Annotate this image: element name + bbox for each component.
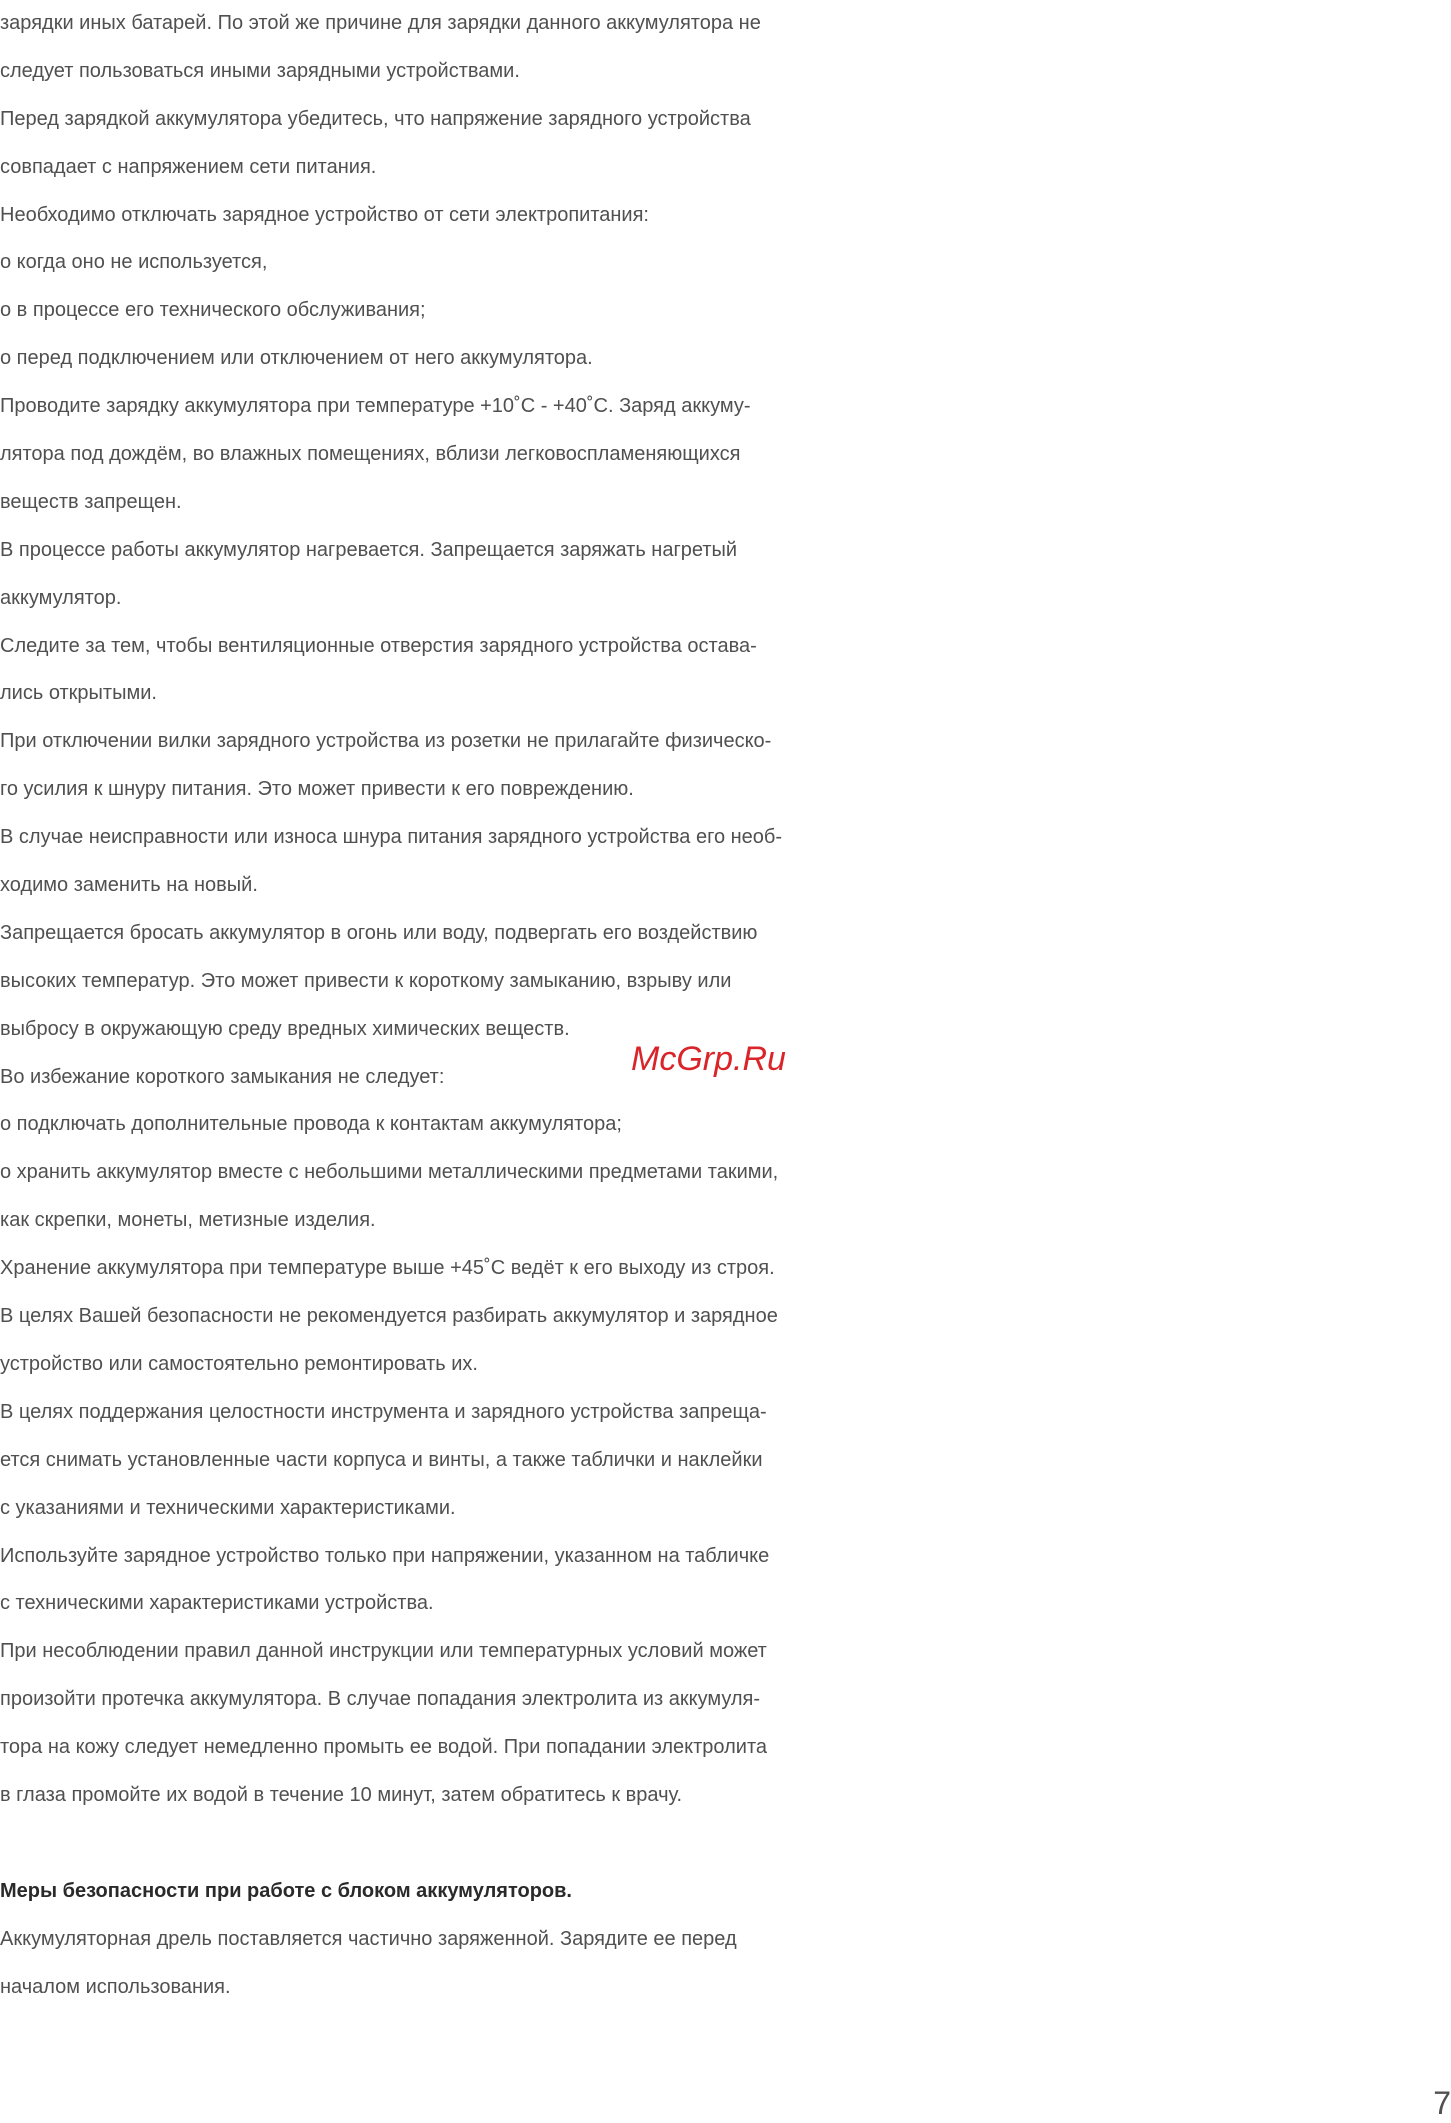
text-line: зарядки иных батарей. По этой же причине для зарядки данного аккумулятора не	[0, 12, 761, 34]
text-line: Хранение аккумулятора при температуре выше +45˚С ведёт к его выходу из строя.	[0, 1257, 775, 1280]
text-line: лятора под дождём, во влажных помещениях, вблизи легковоспламеняющихся	[0, 443, 741, 466]
text-line: о в процессе его технического обслуживания;	[0, 299, 426, 322]
text-line: как скрепки, монеты, метизные изделия.	[0, 1209, 376, 1232]
section-heading: Меры безопасности при работе с блоком аккумуляторов.	[0, 1879, 572, 1902]
text-line: При отключении вилки зарядного устройства из розетки не прилагайте физическо-	[0, 730, 772, 753]
text-line: Проводите зарядку аккумулятора при температуре +10˚С - +40˚С. Заряд аккуму-	[0, 395, 751, 418]
text-line: Следите за тем, чтобы вентиляционные отверстия зарядного устройства остава-	[0, 634, 757, 657]
text-line: о хранить аккумулятор вместе с небольшими металлическими предметами такими,	[0, 1161, 779, 1184]
text-line: в глаза промойте их водой в течение 10 минут, затем обратитесь к врачу.	[0, 1783, 683, 1806]
text-line: веществ запрещен.	[0, 490, 182, 513]
section-gap	[0, 1820, 1451, 1868]
text-line: В процессе работы аккумулятор нагревается. Запрещается заряжать нагретый	[0, 538, 738, 561]
paragraphs-block-2	[0, 1916, 1451, 2012]
text-line: ется снимать установленные части корпуса и винты, а также таблички и наклейки	[0, 1448, 763, 1471]
text-line: с техническими характеристиками устройства.	[0, 1592, 434, 1615]
text-line: В случае неисправности или износа шнура питания зарядного устройства его необ-	[0, 826, 783, 849]
text-line: совпадает с напряжением сети питания.	[0, 155, 377, 178]
text-line: о подключать дополнительные провода к контактам аккумулятора;	[0, 1113, 622, 1136]
text-line: выбросу в окружающую среду вредных химических веществ.	[0, 1017, 570, 1040]
text-line: В целях поддержания целостности инструмента и зарядного устройства запреща-	[0, 1400, 767, 1423]
text-line: о когда оно не используется,	[0, 251, 268, 274]
text-line: Во избежание короткого замыкания не следует:	[0, 1065, 445, 1088]
text-line: Аккумуляторная дрель поставляется частично заряженной. Зарядите ее перед	[0, 1927, 737, 1950]
text-line: следует пользоваться иными зарядными устройствами.	[0, 59, 520, 82]
text-line: о перед подключением или отключением от него аккумулятора.	[0, 347, 593, 370]
text-line: лись открытыми.	[0, 682, 157, 705]
text-line: Перед зарядкой аккумулятора убедитесь, что напряжение зарядного устройства	[0, 107, 751, 130]
text-line: Запрещается бросать аккумулятор в огонь или воду, подвергать его воздействию	[0, 921, 758, 944]
text-line: При несоблюдении правил данной инструкции или температурных условий может	[0, 1640, 767, 1663]
text-line: В целях Вашей безопасности не рекомендуется разбирать аккумулятор и зарядное	[0, 1305, 778, 1328]
text-line: началом использования.	[0, 1975, 231, 1998]
text-line: с указаниями и техническими характеристиками.	[0, 1496, 456, 1519]
text-line: тора на кожу следует немедленно промыть ее водой. При попадании электролита	[0, 1736, 768, 1759]
text-line: Необходимо отключать зарядное устройство от сети электропитания:	[0, 203, 649, 226]
watermark: McGrp.Ru	[631, 1040, 786, 1078]
page-number: 7	[1433, 2085, 1451, 2121]
text-line: высоких температур. Это может привести к короткому замыканию, взрыву или	[0, 969, 732, 992]
text-line: произойти протечка аккумулятора. В случае попадания электролита из аккумуля-	[0, 1688, 761, 1711]
text-line: го усилия к шнуру питания. Это может привести к его повреждению.	[0, 778, 634, 801]
text-line: устройство или самостоятельно ремонтировать их.	[0, 1352, 478, 1375]
text-line: Используйте зарядное устройство только при напряжении, указанном на табличке	[0, 1544, 770, 1567]
text-line: ходимо заменить на новый.	[0, 874, 258, 897]
text-line: аккумулятор.	[0, 586, 122, 609]
